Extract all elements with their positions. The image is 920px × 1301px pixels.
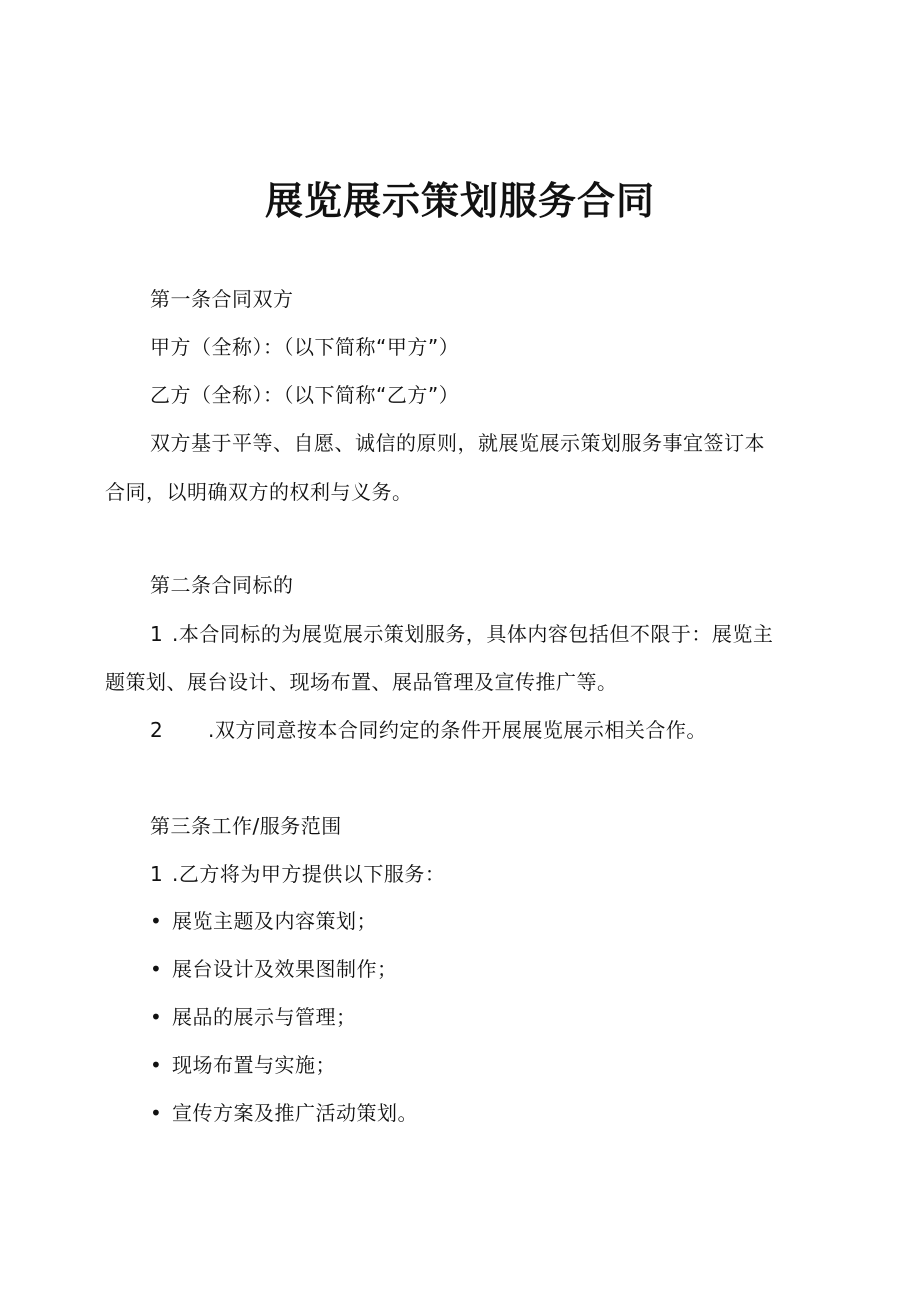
bullet-icon: • (150, 957, 163, 981)
bullet-icon: • (150, 1053, 163, 1077)
article2-item2 (150, 715, 707, 745)
list-item (150, 1098, 418, 1128)
bullet-icon: • (150, 909, 163, 933)
bullet-icon: • (150, 1005, 163, 1029)
article3-item1-text: .乙方将为甲方提供以下服务： (172, 862, 446, 886)
list-item (150, 1002, 357, 1032)
article2-item1-continued: 题策划、展台设计、现场布置、展品管理及宣传推广等。 (105, 670, 618, 694)
article2-item1 (150, 619, 773, 649)
article2-item1-text: .本合同标的为展览展示策划服务，具体内容包括但不限于：展览主 (172, 622, 774, 646)
party-a-line: 甲方（全称）：（以下简称“甲方”） (150, 335, 460, 359)
intro-line-2: 合同，以明确双方的权利与义务。 (105, 480, 413, 504)
article2-item2-number: 2 (150, 718, 164, 742)
article1-heading: 第一条合同双方 (150, 287, 294, 311)
bullet-icon: • (150, 1101, 163, 1125)
document-title: 展览展示策划服务合同 (264, 179, 655, 223)
article3-item1 (150, 859, 445, 889)
list-item (150, 954, 398, 984)
list-item-text: 宣传方案及推广活动策划。 (172, 1101, 418, 1125)
list-item-text: 展品的展示与管理； (172, 1005, 357, 1029)
article3-heading: 第三条工作/服务范围 (150, 814, 342, 838)
list-item (150, 1050, 336, 1080)
intro-line-1: 双方基于平等、自愿、诚信的原则，就展览展示策划服务事宜签订本 (150, 431, 765, 455)
article2-item2-text: .双方同意按本合同约定的条件开展展览展示相关合作。 (208, 718, 707, 742)
article2-heading: 第二条合同标的 (150, 573, 294, 597)
list-item (150, 906, 377, 936)
article2-item1-number: 1 (150, 622, 164, 646)
list-item-text: 现场布置与实施； (172, 1053, 336, 1077)
list-item-text: 展览主题及内容策划； (172, 909, 377, 933)
party-b-line: 乙方（全称）：（以下简称“乙方”） (150, 383, 460, 407)
article3-item1-number: 1 (150, 862, 164, 886)
list-item-text: 展台设计及效果图制作； (172, 957, 398, 981)
